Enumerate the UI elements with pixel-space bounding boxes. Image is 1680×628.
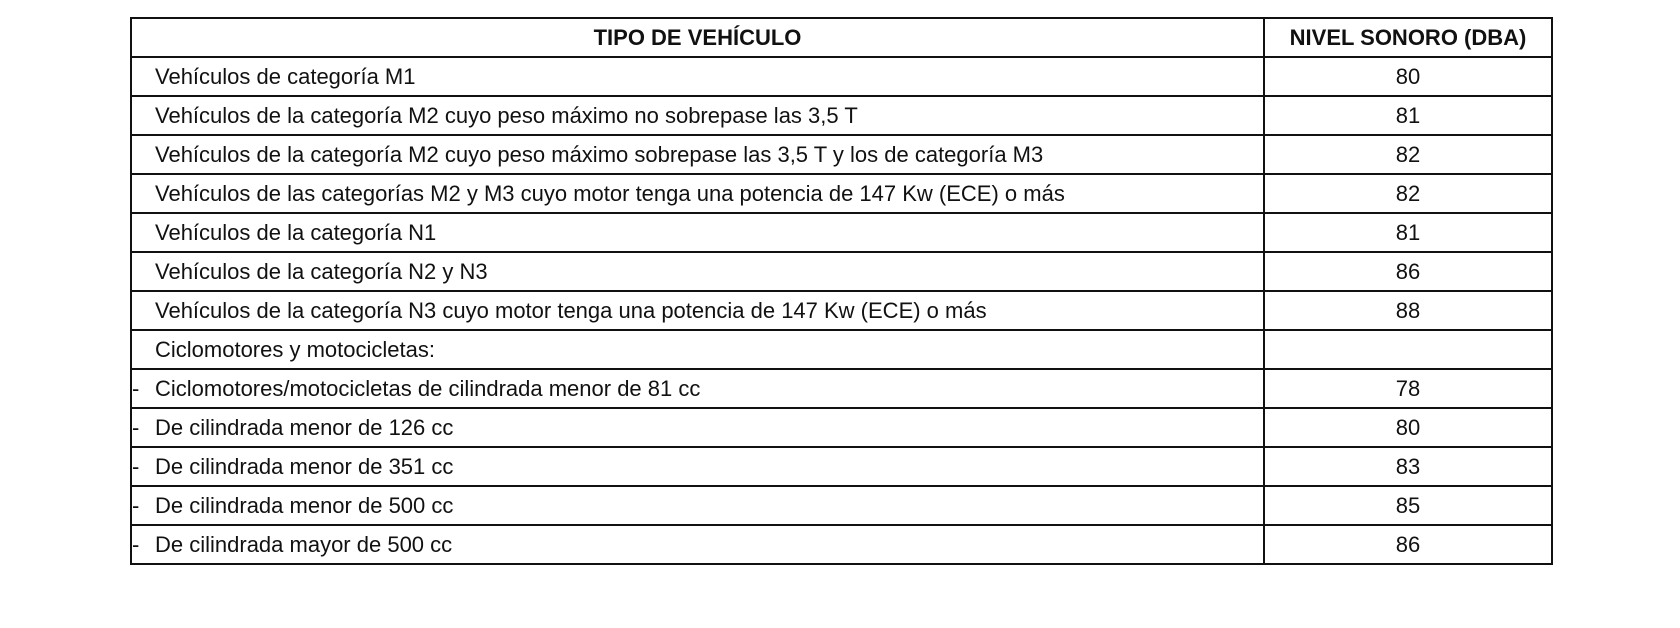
- noise-level-cell: 83: [1264, 447, 1552, 486]
- vehicle-type-text: De cilindrada mayor de 500 cc: [155, 531, 453, 557]
- noise-level-cell: 82: [1264, 174, 1552, 213]
- vehicle-type-text: Vehículos de la categoría N2 y N3: [155, 258, 488, 284]
- noise-level-cell: 86: [1264, 525, 1552, 564]
- vehicle-type-text: De cilindrada menor de 126 cc: [155, 414, 454, 440]
- table-header-row: [131, 18, 1552, 57]
- vehicle-type-cell: [131, 330, 1264, 369]
- vehicle-type-cell: [131, 369, 1264, 408]
- vehicle-type-cell: [131, 57, 1264, 96]
- noise-level-cell: 81: [1264, 96, 1552, 135]
- noise-level-cell: 85: [1264, 486, 1552, 525]
- vehicle-type-cell: [131, 135, 1264, 174]
- list-bullet: -: [132, 453, 140, 479]
- table-row: [131, 369, 1552, 408]
- vehicle-type-cell: [131, 486, 1264, 525]
- header-noise-level: NIVEL SONORO (DBA): [1264, 18, 1552, 57]
- vehicle-type-text: Vehículos de la categoría N3 cuyo motor tenga una potencia de 147 Kw (ECE) o más: [155, 297, 987, 323]
- list-bullet: -: [132, 414, 140, 440]
- vehicle-type-text: Ciclomotores/motocicletas de cilindrada menor de 81 cc: [155, 375, 701, 401]
- noise-level-cell: [1264, 330, 1552, 369]
- vehicle-type-cell: [131, 525, 1264, 564]
- noise-level-cell: 88: [1264, 291, 1552, 330]
- table-row: [131, 486, 1552, 525]
- vehicle-type-text: Vehículos de la categoría N1: [155, 219, 437, 245]
- table-row: [131, 174, 1552, 213]
- noise-level-cell: 81: [1264, 213, 1552, 252]
- table-row: [131, 57, 1552, 96]
- vehicle-type-cell: [131, 96, 1264, 135]
- vehicle-type-text: Vehículos de la categoría M2 cuyo peso máximo no sobrepase las 3,5 T: [155, 102, 858, 128]
- vehicle-type-text: Vehículos de categoría M1: [155, 63, 416, 89]
- vehicle-type-cell: [131, 291, 1264, 330]
- noise-level-cell: 82: [1264, 135, 1552, 174]
- vehicle-type-cell: [131, 213, 1264, 252]
- noise-level-cell: 86: [1264, 252, 1552, 291]
- vehicle-type-cell: [131, 408, 1264, 447]
- header-vehicle-type: TIPO DE VEHÍCULO: [131, 18, 1264, 57]
- vehicle-type-cell: [131, 447, 1264, 486]
- table-row: [131, 330, 1552, 369]
- vehicle-noise-table: [130, 17, 1553, 565]
- list-bullet: -: [132, 492, 140, 518]
- vehicle-type-text: Vehículos de las categorías M2 y M3 cuyo motor tenga una potencia de 147 Kw (ECE) o más: [155, 180, 1065, 206]
- noise-level-cell: 80: [1264, 408, 1552, 447]
- table-row: [131, 408, 1552, 447]
- vehicle-type-text: Vehículos de la categoría M2 cuyo peso máximo sobrepase las 3,5 T y los de categoría M3: [155, 141, 1044, 167]
- table-body: [131, 57, 1552, 564]
- table-row: [131, 525, 1552, 564]
- table-row: [131, 447, 1552, 486]
- table-row: [131, 291, 1552, 330]
- vehicle-type-text: De cilindrada menor de 500 cc: [155, 492, 454, 518]
- noise-level-cell: 78: [1264, 369, 1552, 408]
- vehicle-type-cell: [131, 174, 1264, 213]
- list-bullet: -: [132, 531, 140, 557]
- list-bullet: -: [132, 375, 140, 401]
- table-row: [131, 213, 1552, 252]
- noise-level-cell: 80: [1264, 57, 1552, 96]
- vehicle-type-text: De cilindrada menor de 351 cc: [155, 453, 454, 479]
- vehicle-type-text: Ciclomotores y motocicletas:: [155, 336, 435, 362]
- table-row: [131, 96, 1552, 135]
- table-row: [131, 252, 1552, 291]
- vehicle-type-cell: [131, 252, 1264, 291]
- table-row: [131, 135, 1552, 174]
